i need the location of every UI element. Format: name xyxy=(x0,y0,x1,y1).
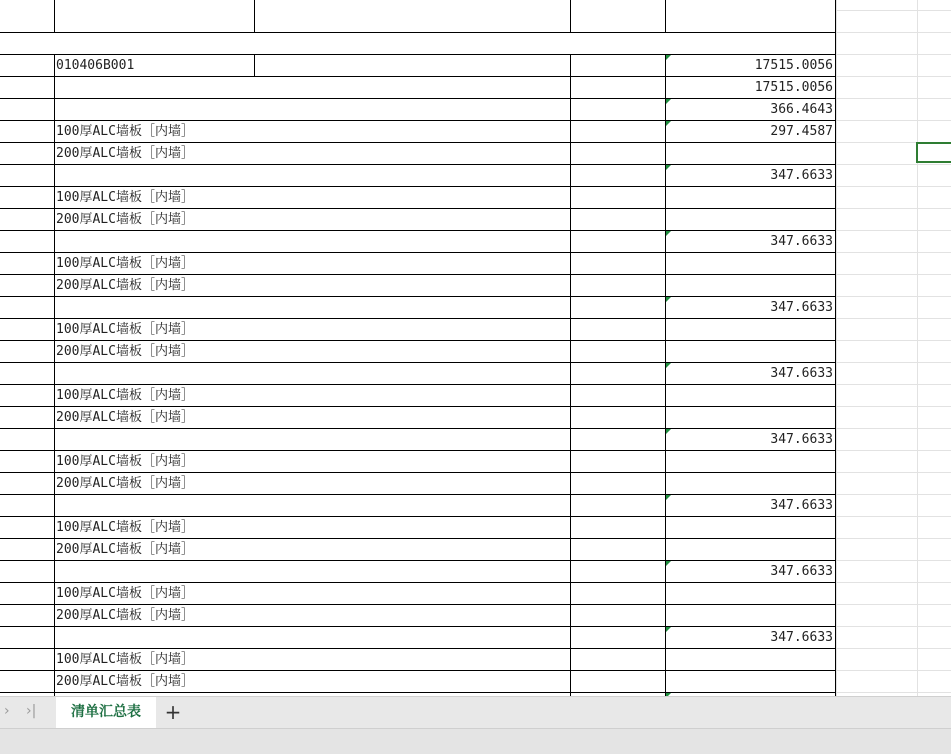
table-row xyxy=(0,55,951,77)
row-cell[interactable] xyxy=(0,319,55,341)
unit-cell[interactable] xyxy=(570,429,666,451)
row-cell[interactable] xyxy=(0,341,55,363)
row-cell[interactable] xyxy=(0,99,55,121)
unit-cell[interactable] xyxy=(570,583,666,605)
table-row xyxy=(0,209,951,231)
unit-cell[interactable] xyxy=(570,605,666,627)
value-cell[interactable] xyxy=(665,385,836,407)
row-cell[interactable] xyxy=(0,187,55,209)
description-cell[interactable] xyxy=(54,429,571,451)
row-cell[interactable] xyxy=(0,143,55,165)
value-cell[interactable]: 17515.0056 xyxy=(665,77,836,99)
unit-cell[interactable] xyxy=(570,649,666,671)
row-cell[interactable] xyxy=(0,473,55,495)
unit-cell[interactable] xyxy=(570,253,666,275)
description-cell[interactable]: 100厚ALC墙板［内墙］ xyxy=(54,583,571,605)
table-row xyxy=(0,231,951,253)
table-row xyxy=(0,539,951,561)
value-cell[interactable] xyxy=(665,319,836,341)
value-cell[interactable] xyxy=(665,143,836,165)
unit-cell[interactable] xyxy=(570,671,666,693)
unit-cell[interactable] xyxy=(570,341,666,363)
description-cell[interactable]: 100厚ALC墙板［内墙］ xyxy=(54,385,571,407)
description-cell[interactable] xyxy=(54,297,571,319)
unit-cell[interactable] xyxy=(570,517,666,539)
table-row xyxy=(0,671,951,693)
unit-cell[interactable] xyxy=(570,121,666,143)
unit-cell[interactable] xyxy=(570,473,666,495)
row-cell[interactable] xyxy=(0,77,55,99)
unit-cell[interactable] xyxy=(570,55,666,77)
number-format-flag-icon xyxy=(666,121,671,126)
sheet-tab-summary[interactable]: 清单汇总表 xyxy=(56,697,156,728)
table-row xyxy=(0,99,951,121)
description-cell[interactable] xyxy=(54,627,571,649)
table-row xyxy=(0,561,951,583)
table-row xyxy=(0,341,951,363)
description-cell[interactable] xyxy=(54,363,571,385)
description-cell[interactable]: 100厚ALC墙板［内墙］ xyxy=(54,319,571,341)
table-row xyxy=(0,143,951,165)
chevron-right-icon[interactable]: › xyxy=(4,703,10,719)
number-format-flag-icon xyxy=(666,297,671,302)
number-format-flag-icon xyxy=(666,55,671,60)
add-sheet-button[interactable]: + xyxy=(164,700,182,724)
table-row xyxy=(0,583,951,605)
skip-last-icon[interactable]: ›| xyxy=(26,703,37,719)
unit-cell[interactable] xyxy=(570,385,666,407)
description-cell[interactable]: 200厚ALC墙板［内墙］ xyxy=(54,143,571,165)
description-cell[interactable]: 200厚ALC墙板［内墙］ xyxy=(54,671,571,693)
number-format-flag-icon xyxy=(666,99,671,104)
table-row xyxy=(0,605,951,627)
value-cell[interactable]: 347.6633 xyxy=(665,429,836,451)
row-cell[interactable] xyxy=(0,407,55,429)
value-cell[interactable]: 297.4587 xyxy=(665,121,836,143)
table-row xyxy=(0,473,951,495)
description-cell[interactable]: 100厚ALC墙板［内墙］ xyxy=(54,649,571,671)
value-cell[interactable] xyxy=(665,341,836,363)
header-cell[interactable] xyxy=(254,0,571,33)
unit-cell[interactable] xyxy=(570,627,666,649)
row-cell[interactable] xyxy=(0,583,55,605)
value-cell[interactable]: 347.6633 xyxy=(665,165,836,187)
number-format-flag-icon xyxy=(666,627,671,632)
value-cell[interactable] xyxy=(665,649,836,671)
header-cell[interactable] xyxy=(570,0,666,33)
status-bar xyxy=(0,728,951,754)
value-cell[interactable] xyxy=(665,517,836,539)
value-cell[interactable] xyxy=(665,209,836,231)
row-cell[interactable] xyxy=(0,385,55,407)
row-cell[interactable] xyxy=(0,495,55,517)
row-cell[interactable] xyxy=(0,165,55,187)
table-row xyxy=(0,649,951,671)
description-cell[interactable]: 200厚ALC墙板［内墙］ xyxy=(54,539,571,561)
row-cell[interactable] xyxy=(0,55,55,77)
unit-cell[interactable] xyxy=(570,451,666,473)
header-cell[interactable] xyxy=(665,0,836,33)
description-cell[interactable] xyxy=(54,77,571,99)
unit-cell[interactable] xyxy=(570,561,666,583)
description-cell[interactable]: 100厚ALC墙板［内墙］ xyxy=(54,451,571,473)
value-cell[interactable] xyxy=(665,275,836,297)
value-cell[interactable] xyxy=(665,605,836,627)
spacer-row-cell[interactable] xyxy=(0,33,836,55)
row-cell[interactable] xyxy=(0,209,55,231)
unit-cell[interactable] xyxy=(570,99,666,121)
description-cell[interactable]: 200厚ALC墙板［内墙］ xyxy=(54,407,571,429)
row-cell[interactable] xyxy=(0,429,55,451)
table-row xyxy=(0,0,951,33)
header-cell[interactable] xyxy=(0,0,55,33)
value-cell[interactable]: 347.6633 xyxy=(665,627,836,649)
value-cell[interactable]: 347.6633 xyxy=(665,297,836,319)
row-cell[interactable] xyxy=(0,275,55,297)
description-cell[interactable]: 200厚ALC墙板［内墙］ xyxy=(54,605,571,627)
table-row xyxy=(0,121,951,143)
value-cell[interactable] xyxy=(665,473,836,495)
table-row xyxy=(0,297,951,319)
description-cell[interactable] xyxy=(54,495,571,517)
table-row xyxy=(0,407,951,429)
description-cell[interactable] xyxy=(54,231,571,253)
description-cell[interactable]: 100厚ALC墙板［内墙］ xyxy=(54,121,571,143)
description-cell[interactable] xyxy=(54,99,571,121)
value-cell[interactable]: 347.6633 xyxy=(665,561,836,583)
table-row xyxy=(0,253,951,275)
value-cell[interactable] xyxy=(665,539,836,561)
value-cell[interactable] xyxy=(665,187,836,209)
row-cell[interactable] xyxy=(0,231,55,253)
description-cell[interactable]: 200厚ALC墙板［内墙］ xyxy=(54,275,571,297)
unit-cell[interactable] xyxy=(570,209,666,231)
row-cell[interactable] xyxy=(0,671,55,693)
table-row xyxy=(0,363,951,385)
value-cell[interactable]: 347.6633 xyxy=(665,231,836,253)
row-cell[interactable] xyxy=(0,517,55,539)
value-cell[interactable]: 366.4643 xyxy=(665,99,836,121)
selected-cell[interactable] xyxy=(916,142,951,163)
description-cell[interactable]: 200厚ALC墙板［内墙］ xyxy=(54,209,571,231)
unit-cell[interactable] xyxy=(570,539,666,561)
row-cell[interactable] xyxy=(0,121,55,143)
sheet-tab-bar xyxy=(0,696,951,728)
number-format-flag-icon xyxy=(666,429,671,434)
header-cell[interactable] xyxy=(54,0,255,33)
value-cell[interactable]: 347.6633 xyxy=(665,495,836,517)
description-cell[interactable] xyxy=(54,165,571,187)
unit-cell[interactable] xyxy=(570,77,666,99)
unit-cell[interactable] xyxy=(570,143,666,165)
row-cell[interactable] xyxy=(0,253,55,275)
description-cell[interactable]: 200厚ALC墙板［内墙］ xyxy=(54,341,571,363)
table-row xyxy=(0,495,951,517)
row-cell[interactable] xyxy=(0,627,55,649)
table-row xyxy=(0,165,951,187)
table-row xyxy=(0,429,951,451)
unit-cell[interactable] xyxy=(570,363,666,385)
description-cell[interactable]: 100厚ALC墙板［内墙］ xyxy=(54,187,571,209)
unit-cell[interactable] xyxy=(570,165,666,187)
item-code-cell[interactable]: 010406B001 xyxy=(54,55,255,77)
row-cell[interactable] xyxy=(0,297,55,319)
table-row xyxy=(0,275,951,297)
value-cell[interactable] xyxy=(665,671,836,693)
unit-cell[interactable] xyxy=(570,495,666,517)
value-cell[interactable] xyxy=(665,253,836,275)
table-row xyxy=(0,187,951,209)
table-row xyxy=(0,319,951,341)
number-format-flag-icon xyxy=(666,165,671,170)
description-cell[interactable]: 100厚ALC墙板［内墙］ xyxy=(54,517,571,539)
value-cell[interactable] xyxy=(665,583,836,605)
row-cell[interactable] xyxy=(0,649,55,671)
unit-cell[interactable] xyxy=(570,187,666,209)
row-cell[interactable] xyxy=(0,363,55,385)
unit-cell[interactable] xyxy=(570,231,666,253)
number-format-flag-icon xyxy=(666,363,671,368)
table-row xyxy=(0,77,951,99)
row-cell[interactable] xyxy=(0,561,55,583)
table-row xyxy=(0,33,951,55)
row-cell[interactable] xyxy=(0,605,55,627)
number-format-flag-icon xyxy=(666,495,671,500)
table-row xyxy=(0,385,951,407)
table-row xyxy=(0,517,951,539)
description-cell[interactable] xyxy=(254,55,571,77)
unit-cell[interactable] xyxy=(570,319,666,341)
unit-cell[interactable] xyxy=(570,275,666,297)
row-cell[interactable] xyxy=(0,539,55,561)
value-cell[interactable]: 347.6633 xyxy=(665,363,836,385)
unit-cell[interactable] xyxy=(570,297,666,319)
value-cell[interactable]: 17515.0056 xyxy=(665,55,836,77)
description-cell[interactable]: 100厚ALC墙板［内墙］ xyxy=(54,253,571,275)
value-cell[interactable] xyxy=(665,407,836,429)
description-cell[interactable] xyxy=(54,561,571,583)
description-cell[interactable]: 200厚ALC墙板［内墙］ xyxy=(54,473,571,495)
row-cell[interactable] xyxy=(0,451,55,473)
value-cell[interactable] xyxy=(665,451,836,473)
table-row xyxy=(0,451,951,473)
number-format-flag-icon xyxy=(666,561,671,566)
number-format-flag-icon xyxy=(666,231,671,236)
table-row xyxy=(0,627,951,649)
unit-cell[interactable] xyxy=(570,407,666,429)
